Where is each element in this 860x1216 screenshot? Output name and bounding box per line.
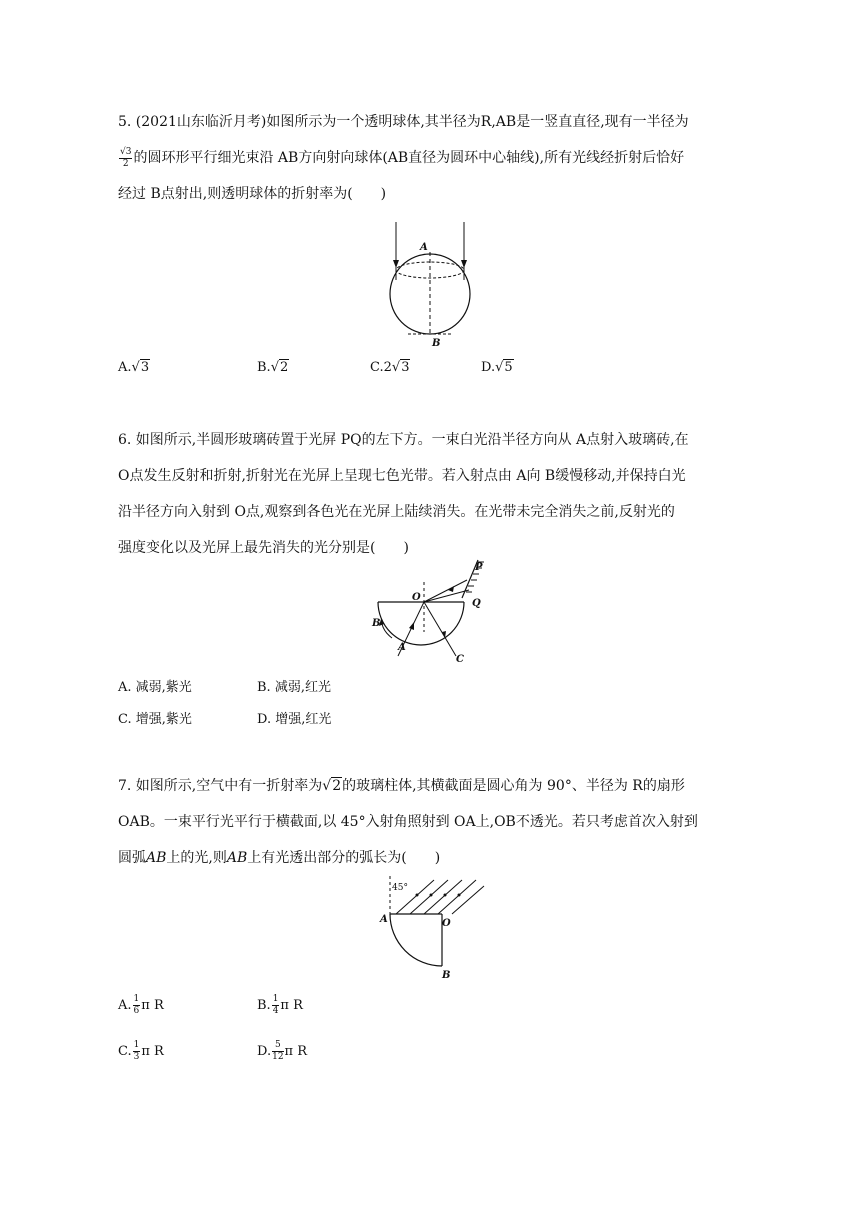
- question-7: [118, 768, 748, 876]
- q6-label-b: B: [372, 618, 381, 629]
- q7-line-1: [118, 768, 748, 804]
- q7-label-a: A: [380, 914, 388, 925]
- q7-line-3-mid: 上的光,则: [166, 850, 227, 866]
- q5-option-b-radicand: 2: [279, 360, 289, 375]
- q5-option-b: [257, 360, 289, 375]
- q5-option-a-radicand: 3: [140, 360, 150, 375]
- q6-label-p: P: [475, 562, 483, 573]
- sqrt-sign: √3: [391, 360, 410, 375]
- q7-sector-figure: [376, 874, 486, 980]
- q7-option-c-den: 3: [133, 1052, 140, 1062]
- q7-option-b-fraction: [272, 994, 280, 1017]
- q6-line-4: 强度变化以及光屏上最先消失的光分别是( ): [118, 540, 409, 556]
- q5-option-d-letter: D.: [481, 360, 496, 375]
- q7-option-b-den: 4: [272, 1006, 279, 1016]
- q5-option-c-coef: 2: [383, 360, 392, 375]
- q7-option-a: [118, 994, 164, 1017]
- q7-option-c: [118, 1040, 164, 1063]
- q6-label-a: A: [398, 642, 406, 653]
- q7-line-3-post: 上有光透出部分的弧长为( ): [247, 850, 441, 866]
- q5-option-c-radicand: 3: [401, 360, 410, 375]
- sqrt-sign: √3: [131, 360, 150, 375]
- q6-label-q: Q: [472, 598, 481, 609]
- q6-label-o: O: [412, 592, 421, 603]
- q6-line-3: 沿半径方向入射到 O点,观察到各色光在光屏上陆续消失。在光带未完全消失之前,反射光的: [118, 504, 675, 520]
- q5-line-1: 5. (2021山东临沂月考)如图所示为一个透明球体,其半径为R,AB是一竖直直径,现有一半径为: [118, 114, 689, 130]
- q5-option-b-letter: B.: [257, 360, 271, 375]
- q5-line-3: 经过 B点射出,则透明球体的折射率为( ): [118, 186, 387, 202]
- q7-option-c-num: 1: [133, 1040, 140, 1050]
- q6-option-a: A. 减弱,紫光: [118, 680, 192, 695]
- q5-option-d: [481, 360, 514, 375]
- q7-option-b-tail: π R: [280, 998, 303, 1013]
- q7-option-d-num: 5: [272, 1040, 283, 1052]
- q5-frac-num: √3: [120, 146, 132, 157]
- q6-line-1: 6. 如图所示,半圆形玻璃砖置于光屏 PQ的左下方。一束白光沿半径方向从 A点射入玻璃砖,在: [118, 432, 689, 448]
- q5-frac-den: 2: [122, 158, 129, 169]
- q5-option-c-letter: C.: [370, 360, 384, 375]
- q7-option-c-letter: C.: [118, 1044, 132, 1059]
- q7-line-3-pre: 圆弧: [118, 850, 146, 866]
- q7-label-o: O: [442, 918, 451, 929]
- q7-option-b-letter: B.: [257, 998, 271, 1013]
- q7-line-3: [118, 840, 748, 876]
- q5-option-a-letter: A.: [118, 360, 132, 375]
- q7-radicand: 2: [332, 778, 342, 794]
- q7-line-1-pre: 7. 如图所示,空气中有一折射率为: [118, 778, 323, 794]
- q5-sphere-figure: [380, 222, 480, 348]
- q7-label-angle: 45°: [392, 883, 408, 893]
- q5-option-c: [370, 360, 410, 375]
- q7-line-2: OAB。一束平行光平行于横截面,以 45°入射角照射到 OA上,OB不透光。若只考虑首次入射到: [118, 814, 698, 830]
- q7-option-b-num: 1: [272, 994, 279, 1004]
- q7-option-d-fraction: [272, 1040, 283, 1063]
- q5-label-a: A: [420, 242, 428, 253]
- q7-option-a-tail: π R: [141, 998, 164, 1013]
- q7-label-b: B: [442, 970, 451, 980]
- q7-option-c-fraction: [133, 1040, 141, 1063]
- q7-option-d-tail: π R: [284, 1044, 308, 1059]
- q7-option-a-letter: A.: [118, 998, 132, 1013]
- q7-option-d-den: 12: [272, 1052, 284, 1062]
- q5-line-2: [118, 140, 748, 176]
- q6-option-d: D. 增强,红光: [257, 712, 332, 727]
- q6-semicircle-figure: [368, 558, 508, 666]
- q5-fraction: [119, 147, 132, 170]
- q7-option-a-num: 1: [133, 994, 140, 1004]
- q5-label-b: B: [432, 338, 441, 348]
- q7-option-d-letter: D.: [257, 1044, 272, 1059]
- q7-option-c-tail: π R: [141, 1044, 164, 1059]
- sqrt-sign: √2: [270, 360, 289, 375]
- q6-option-c: C. 增强,紫光: [118, 712, 192, 727]
- sqrt-sign: √5: [495, 360, 513, 375]
- q6-line-2: O点发生反射和折射,折射光在光屏上呈现七色光带。若入射点由 A向 B缓慢移动,并保持白光: [118, 468, 686, 484]
- q5-option-a: [118, 360, 150, 375]
- question-6: [118, 422, 748, 566]
- q5-option-d-radicand: 5: [504, 360, 513, 375]
- q5-line-2-text: 的圆环形平行细光束沿 AB方向射向球体(AB直径为圆环中心轴线),所有光线经折射后恰好: [133, 150, 685, 166]
- q7-line-1-post: 的玻璃柱体,其横截面是圆心角为 90°、半径为 R的扇形: [342, 778, 685, 794]
- q7-arc-label-2: AB: [226, 850, 248, 866]
- q6-option-b: B. 减弱,红光: [257, 680, 331, 695]
- q6-label-c: C: [456, 654, 464, 665]
- q7-option-b: [257, 994, 303, 1017]
- q7-option-a-den: 6: [133, 1006, 140, 1016]
- question-5: [118, 104, 748, 212]
- q7-arc-label-1: AB: [146, 850, 167, 866]
- sqrt-sign: √2: [322, 778, 342, 794]
- q7-option-d: [257, 1040, 307, 1063]
- q7-option-a-fraction: [133, 994, 141, 1017]
